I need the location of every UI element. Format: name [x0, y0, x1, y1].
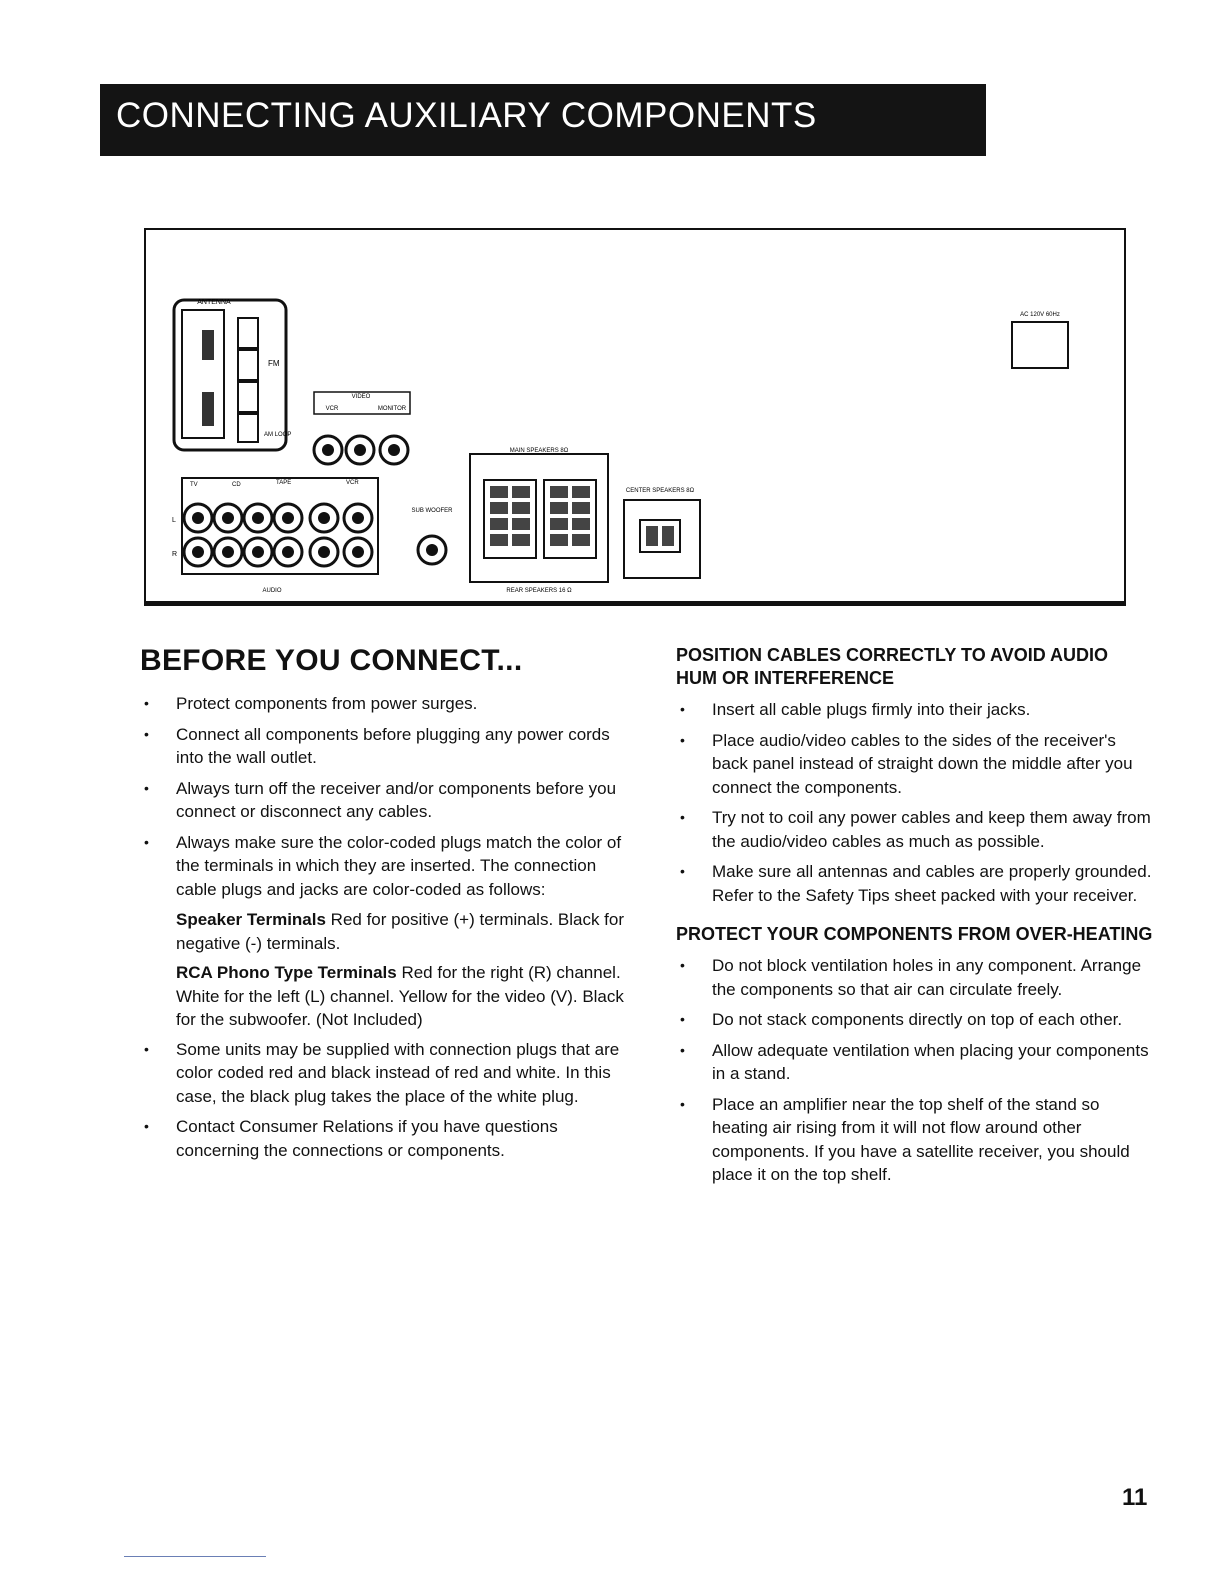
list-item: • Protect components from power surges.: [140, 692, 640, 716]
rca-terminals-note: [176, 961, 640, 1032]
page-title: CONNECTING AUXILIARY COMPONENTS: [116, 96, 817, 135]
subwoofer-jack: [411, 508, 453, 564]
video-label: VIDEO: [351, 394, 371, 400]
tv-label: TV: [190, 482, 198, 488]
list-item: • Do not stack components directly on top of each other.: [676, 1008, 1154, 1032]
antenna-block: [174, 299, 291, 450]
title-bar: [100, 84, 986, 156]
list-item: • Allow adequate ventilation when placing your components in a stand.: [676, 1039, 1154, 1086]
center-speakers-label: CENTER SPEAKERS 8Ω: [625, 488, 695, 494]
overheating-heading: PROTECT YOUR COMPONENTS FROM OVER-HEATING: [676, 924, 1153, 944]
list-item: • Make sure all antennas and cables are properly grounded. Refer to the Safety Tips sheet packed with your receiver.: [676, 860, 1154, 907]
ac-label: AC 120V 60Hz: [1020, 312, 1060, 318]
position-cables-heading: POSITION CABLES CORRECTLY TO AVOID AUDIO HUM OR INTERFERENCE: [676, 645, 1109, 688]
list-item: • Try not to coil any power cables and keep them away from the audio/video cables as much as possible.: [676, 806, 1154, 853]
position-cables-list: [676, 698, 1154, 907]
list-item: • Place audio/video cables to the sides of the receiver's back panel instead of straight down the middle after you connect the components.: [676, 729, 1154, 800]
l-channel-label: L: [172, 517, 176, 524]
before-connect-list-2: [140, 1038, 640, 1163]
speaker-terminals-text: Red for positive (+) terminals. Black for negative (-) terminals.: [176, 910, 625, 953]
main-speakers-label: MAIN SPEAKERS 8Ω: [509, 448, 569, 454]
footer-rule: [124, 1556, 266, 1557]
rca-terminals-text: Red for the right (R) channel. White for the left (L) channel. Yellow for the video (V). Black for the subwoofer. (Not Included): [176, 963, 624, 1029]
list-item: • Insert all cable plugs firmly into their jacks.: [676, 698, 1154, 722]
audio-jacks: [172, 478, 378, 594]
audio-label: AUDIO: [262, 588, 282, 594]
list-item: • Some units may be supplied with connection plugs that are color coded red and black instead of red and white. In this case, the black plug takes the place of the white plug.: [140, 1038, 640, 1109]
right-column: [676, 644, 1154, 1194]
list-item: • Always turn off the receiver and/or components before you connect or disconnect any cables.: [140, 777, 640, 824]
r-channel-label: R: [172, 551, 178, 558]
tape-label: TAPE: [276, 480, 292, 486]
vcr-audio-label: VCR: [346, 480, 359, 486]
list-item: • Do not block ventilation holes in any component. Arrange the components so that air can circulate freely.: [676, 954, 1154, 1001]
am-loop-label: AM LOOP: [264, 432, 292, 438]
page-number: 11: [1122, 1484, 1148, 1511]
before-connect-list: [140, 692, 640, 901]
fm-label: FM: [268, 359, 280, 368]
rca-terminals-label: RCA Phono Type Terminals: [176, 963, 397, 982]
sub-woofer-label: SUB WOOFER: [411, 508, 453, 514]
center-speaker-terminal: [624, 488, 700, 578]
video-jacks: [314, 392, 410, 464]
speaker-terminals: [470, 448, 608, 594]
vcr-label: VCR: [325, 406, 339, 412]
list-item: • Contact Consumer Relations if you have questions concerning the connections or components.: [140, 1115, 640, 1162]
antenna-label: ANTENNA: [197, 299, 231, 306]
receiver-back-panel-diagram: [144, 228, 1126, 606]
rear-speakers-label: REAR SPEAKERS 16 Ω: [506, 588, 572, 594]
speaker-terminals-label: Speaker Terminals: [176, 910, 326, 929]
back-panel-svg: [146, 230, 1128, 608]
list-item: • Connect all components before plugging any power cords into the wall outlet.: [140, 723, 640, 770]
before-you-connect-heading: BEFORE YOU CONNECT...: [140, 644, 523, 677]
overheating-list: [676, 954, 1154, 1187]
speaker-terminals-note: [176, 908, 640, 955]
cd-label: CD: [232, 482, 241, 488]
list-item: • Always make sure the color-coded plugs match the color of the terminals in which they are inserted. The connection cable plugs and jacks are color-coded as follows:: [140, 831, 640, 902]
left-column: [140, 644, 640, 1169]
monitor-label: MONITOR: [377, 406, 407, 412]
ac-outlet: [1012, 312, 1068, 368]
list-item: • Place an amplifier near the top shelf of the stand so heating air rising from it will not flow around other components. If you have a satellite receiver, you should place it on the top shelf.: [676, 1093, 1154, 1187]
